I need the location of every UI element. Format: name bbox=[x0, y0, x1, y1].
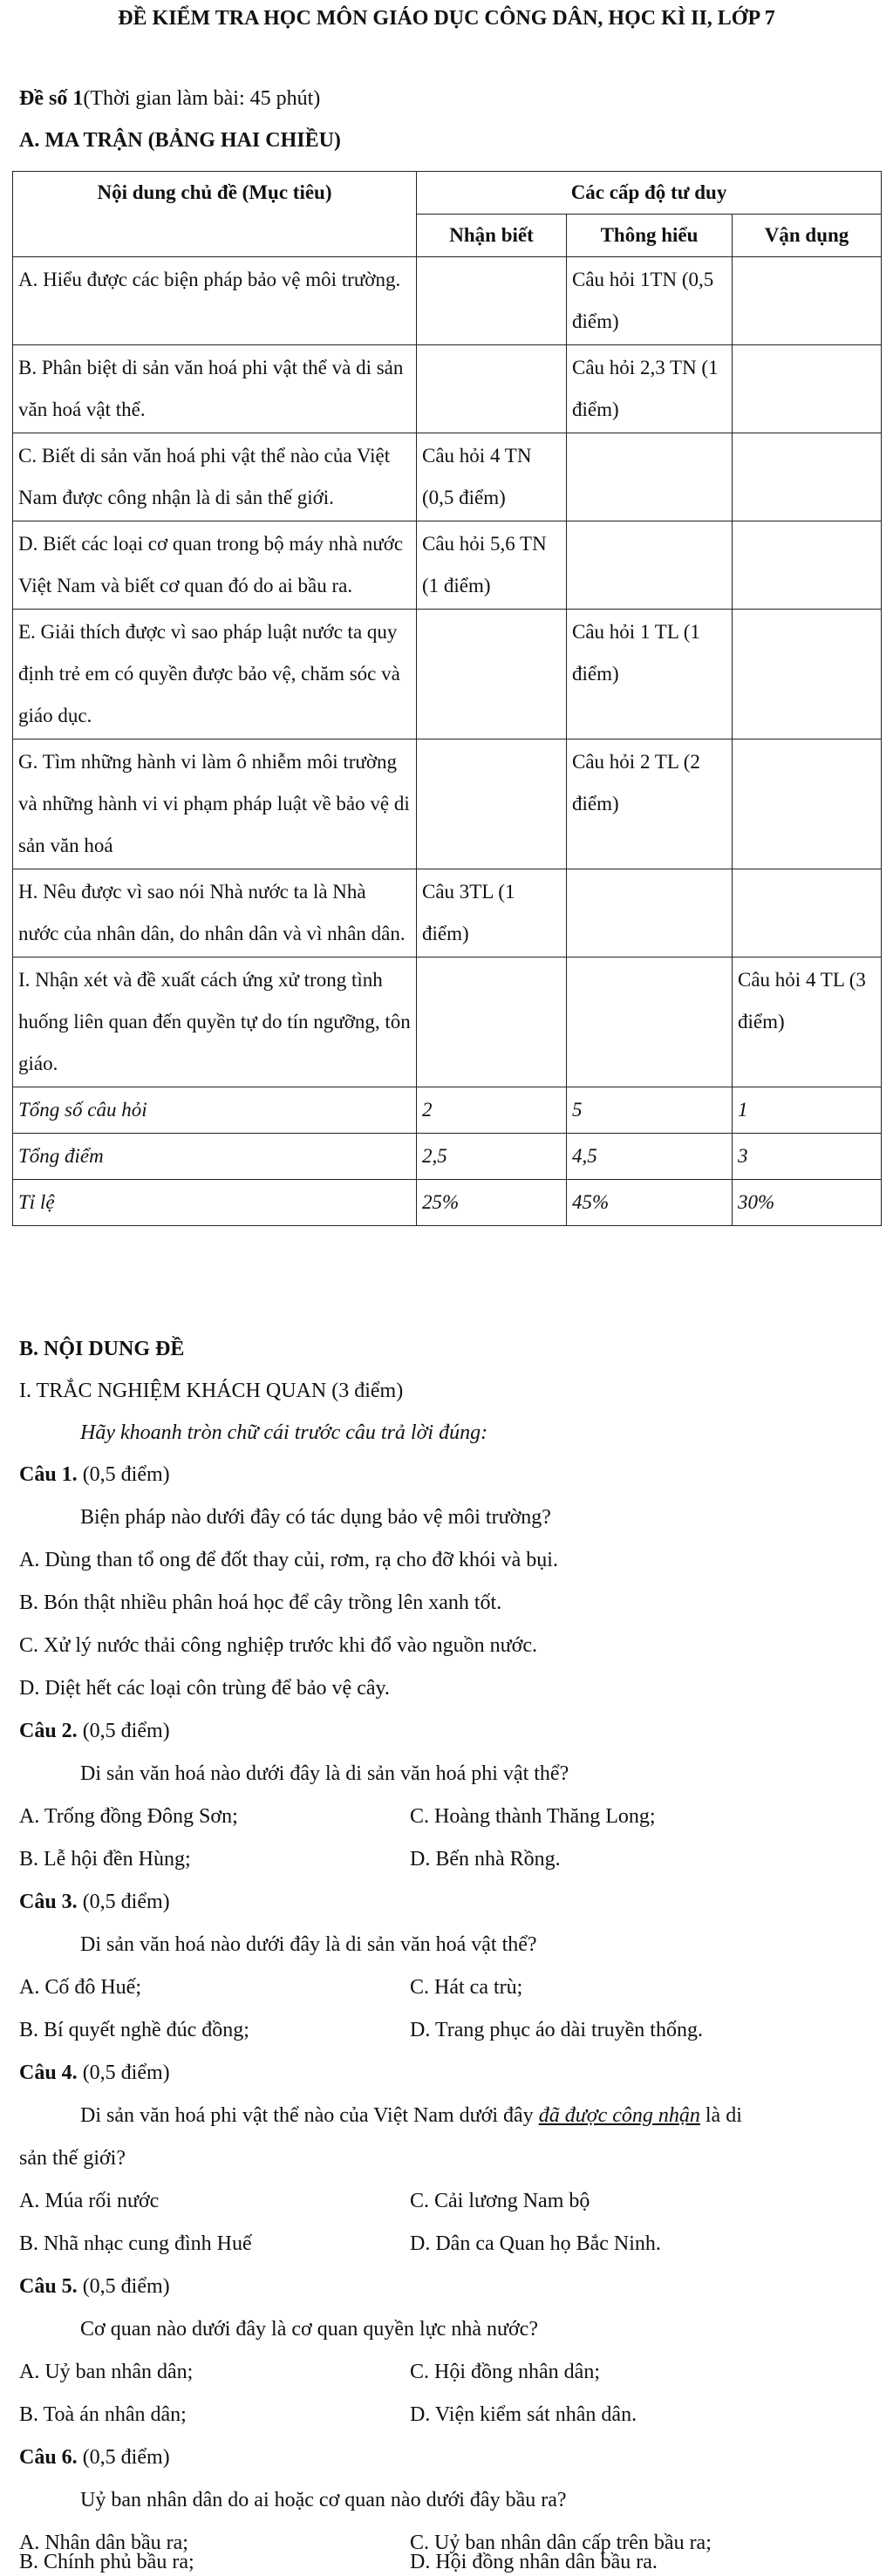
header-levels: Các cấp độ tư duy bbox=[417, 172, 882, 215]
cell-van-dung bbox=[733, 345, 882, 433]
cell-van-dung bbox=[733, 257, 882, 345]
question-points: (0,5 điểm) bbox=[77, 1463, 170, 1486]
question-text-emphasis: đã được công nhận bbox=[538, 2104, 700, 2127]
table-row bbox=[13, 521, 882, 610]
cell-van-dung bbox=[733, 869, 882, 957]
answer-option[interactable]: C. Hoàng thành Thăng Long; bbox=[410, 1805, 656, 1828]
question-5-heading bbox=[19, 2275, 170, 2299]
section-b-heading: B. NỘI DUNG ĐỀ bbox=[19, 1338, 185, 1360]
question-2-text: Di sản văn hoá nào dưới đây là di sản văn hoá phi vật thể? bbox=[80, 1762, 569, 1785]
answer-option[interactable]: B. Lễ hội đền Hùng; bbox=[19, 1848, 191, 1871]
table-sum-row bbox=[13, 1087, 882, 1134]
question-points: (0,5 điểm) bbox=[77, 1891, 170, 1913]
header-thong-hieu: Thông hiểu bbox=[567, 215, 733, 257]
question-1-heading bbox=[19, 1463, 170, 1487]
question-3-text: Di sản văn hoá nào dưới đây là di sản văn hoá vật thể? bbox=[80, 1933, 537, 1956]
exam-label-time: (Thời gian làm bài: 45 phút) bbox=[83, 87, 321, 110]
table-row bbox=[13, 345, 882, 433]
part-1-heading: I. TRẮC NGHIỆM KHÁCH QUAN (3 điểm) bbox=[19, 1380, 404, 1402]
answer-option[interactable]: B. Nhã nhạc cung đình Huế bbox=[19, 2232, 252, 2255]
cell-content: D. Biết các loại cơ quan trong bộ máy nhà nước Việt Nam và biết cơ quan đó do ai bầu ra. bbox=[13, 521, 417, 610]
question-6-heading bbox=[19, 2446, 170, 2470]
instruction: Hãy khoanh tròn chữ cái trước câu trả lời đúng: bbox=[80, 1421, 488, 1444]
cell-nhan-biet: Câu hỏi 5,6 TN (1 điểm) bbox=[417, 521, 567, 610]
question-label: Câu 2. bbox=[19, 1720, 78, 1742]
question-text-post: là di bbox=[699, 2104, 742, 2127]
cell-van-dung bbox=[733, 739, 882, 869]
matrix-table bbox=[12, 171, 882, 1226]
answer-option[interactable]: C. Uỷ ban nhân dân cấp trên bầu ra; bbox=[410, 2532, 712, 2554]
page-title: ĐỀ KIỂM TRA HỌC MÔN GIÁO DỤC CÔNG DÂN, HỌC KÌ II, LỚP 7 bbox=[118, 7, 775, 30]
answer-option[interactable]: A. Trống đồng Đông Sơn; bbox=[19, 1805, 238, 1828]
answer-option[interactable]: D. Hội đồng nhân dân bầu ra. bbox=[410, 2551, 658, 2573]
cell-nhan-biet bbox=[417, 257, 567, 345]
cell-van-dung bbox=[733, 433, 882, 521]
cell-content: H. Nêu được vì sao nói Nhà nước ta là Nhà nước của nhân dân, do nhân dân và vì nhân dân. bbox=[13, 869, 417, 957]
question-4-text-line2: sản thế giới? bbox=[19, 2147, 126, 2170]
answer-option[interactable]: D. Dân ca Quan họ Bắc Ninh. bbox=[410, 2232, 661, 2255]
cell-thong-hieu bbox=[567, 521, 733, 610]
sum-label: Tỉ lệ bbox=[13, 1180, 417, 1226]
sum-label: Tổng số câu hỏi bbox=[13, 1087, 417, 1134]
table-row bbox=[13, 433, 882, 521]
table-row bbox=[13, 869, 882, 957]
question-6-text: Uỷ ban nhân dân do ai hoặc cơ quan nào dưới đây bầu ra? bbox=[80, 2489, 567, 2511]
cell-nhan-biet: Câu hỏi 4 TN (0,5 điểm) bbox=[417, 433, 567, 521]
header-nhan-biet: Nhận biết bbox=[417, 215, 567, 257]
cell-van-dung bbox=[733, 521, 882, 610]
question-points: (0,5 điểm) bbox=[77, 1720, 170, 1742]
answer-option[interactable]: C. Hội đồng nhân dân; bbox=[410, 2361, 600, 2383]
sum-nhan-biet: 2,5 bbox=[417, 1134, 567, 1180]
cell-content: C. Biết di sản văn hoá phi vật thể nào của Việt Nam được công nhận là di sản thế giới. bbox=[13, 433, 417, 521]
cell-thong-hieu: Câu hỏi 1TN (0,5 điểm) bbox=[567, 257, 733, 345]
question-5-text: Cơ quan nào dưới đây là cơ quan quyền lực nhà nước? bbox=[80, 2318, 538, 2341]
cell-thong-hieu bbox=[567, 433, 733, 521]
question-points: (0,5 điểm) bbox=[77, 2446, 170, 2469]
sum-van-dung: 1 bbox=[733, 1087, 882, 1134]
exam-label bbox=[19, 87, 320, 111]
cell-thong-hieu bbox=[567, 869, 733, 957]
answer-option[interactable]: D. Trang phục áo dài truyền thống. bbox=[410, 2019, 703, 2041]
sum-thong-hieu: 4,5 bbox=[567, 1134, 733, 1180]
table-row bbox=[13, 257, 882, 345]
cell-nhan-biet bbox=[417, 345, 567, 433]
answer-option[interactable]: A. Dùng than tổ ong để đốt thay củi, rơm, rạ cho đỡ khói và bụi. bbox=[19, 1549, 558, 1571]
question-label: Câu 1. bbox=[19, 1463, 78, 1486]
cell-content: A. Hiểu được các biện pháp bảo vệ môi trường. bbox=[13, 257, 417, 345]
answer-option[interactable]: A. Nhân dân bầu ra; bbox=[19, 2532, 188, 2554]
cell-thong-hieu bbox=[567, 957, 733, 1087]
cell-nhan-biet bbox=[417, 739, 567, 869]
table-row bbox=[13, 739, 882, 869]
answer-option[interactable]: B. Chính phủ bầu ra; bbox=[19, 2551, 194, 2573]
cell-van-dung bbox=[733, 610, 882, 739]
answer-option[interactable]: D. Bến nhà Rồng. bbox=[410, 1848, 561, 1871]
table-sum-row bbox=[13, 1134, 882, 1180]
cell-content: I. Nhận xét và đề xuất cách ứng xử trong tình huống liên quan đến quyền tự do tín ngưỡng, tôn giáo. bbox=[13, 957, 417, 1087]
cell-content: B. Phân biệt di sản văn hoá phi vật thể và di sản văn hoá vật thể. bbox=[13, 345, 417, 433]
answer-option[interactable]: C. Cải lương Nam bộ bbox=[410, 2190, 590, 2212]
header-content: Nội dung chủ đề (Mục tiêu) bbox=[13, 172, 417, 257]
cell-content: E. Giải thích được vì sao pháp luật nước ta quy định trẻ em có quyền được bảo vệ, chăm sóc và giáo dục. bbox=[13, 610, 417, 739]
question-label: Câu 6. bbox=[19, 2446, 78, 2469]
question-4-heading bbox=[19, 2061, 170, 2085]
answer-option[interactable]: B. Bí quyết nghề đúc đồng; bbox=[19, 2019, 249, 2041]
sum-nhan-biet: 2 bbox=[417, 1087, 567, 1134]
question-points: (0,5 điểm) bbox=[77, 2275, 170, 2298]
section-a-heading: A. MA TRẬN (BẢNG HAI CHIỀU) bbox=[19, 129, 341, 152]
sum-van-dung: 3 bbox=[733, 1134, 882, 1180]
question-3-heading bbox=[19, 1891, 170, 1914]
answer-option[interactable]: C. Xử lý nước thải công nghiệp trước khi đổ vào nguồn nước. bbox=[19, 1634, 538, 1657]
question-label: Câu 4. bbox=[19, 2061, 78, 2084]
sum-label: Tổng điểm bbox=[13, 1134, 417, 1180]
question-points: (0,5 điểm) bbox=[77, 2061, 170, 2084]
table-row bbox=[13, 957, 882, 1087]
question-label: Câu 3. bbox=[19, 1891, 78, 1913]
cell-content: G. Tìm những hành vi làm ô nhiễm môi trường và những hành vi vi phạm pháp luật về bảo vệ di sản văn hoá bbox=[13, 739, 417, 869]
question-2-heading bbox=[19, 1720, 170, 1743]
answer-option[interactable]: B. Bón thật nhiều phân hoá học để cây trồng lên xanh tốt. bbox=[19, 1591, 502, 1614]
question-4-text bbox=[80, 2104, 742, 2128]
sum-van-dung: 30% bbox=[733, 1180, 882, 1226]
answer-option[interactable]: A. Uỷ ban nhân dân; bbox=[19, 2361, 194, 2383]
question-label: Câu 5. bbox=[19, 2275, 78, 2298]
answer-option[interactable]: A. Múa rối nước bbox=[19, 2190, 160, 2212]
answer-option[interactable]: D. Viện kiểm sát nhân dân. bbox=[410, 2403, 637, 2426]
cell-nhan-biet bbox=[417, 957, 567, 1087]
header-van-dung: Vận dụng bbox=[733, 215, 882, 257]
cell-nhan-biet: Câu 3TL (1 điểm) bbox=[417, 869, 567, 957]
answer-option[interactable]: B. Toà án nhân dân; bbox=[19, 2403, 187, 2426]
table-header-row bbox=[13, 172, 882, 215]
question-1-text: Biện pháp nào dưới đây có tác dụng bảo vệ môi trường? bbox=[80, 1506, 551, 1529]
exam-label-number: Đề số 1 bbox=[19, 87, 84, 110]
answer-option[interactable]: A. Cố đô Huế; bbox=[19, 1976, 141, 1999]
sum-thong-hieu: 5 bbox=[567, 1087, 733, 1134]
table-sum-row bbox=[13, 1180, 882, 1226]
sum-thong-hieu: 45% bbox=[567, 1180, 733, 1226]
answer-option[interactable]: D. Diệt hết các loại côn trùng để bảo vệ cây. bbox=[19, 1677, 390, 1700]
cell-thong-hieu: Câu hỏi 2 TL (2 điểm) bbox=[567, 739, 733, 869]
sum-nhan-biet: 25% bbox=[417, 1180, 567, 1226]
cell-nhan-biet bbox=[417, 610, 567, 739]
cell-van-dung: Câu hỏi 4 TL (3 điểm) bbox=[733, 957, 882, 1087]
question-text-pre: Di sản văn hoá phi vật thể nào của Việt Nam dưới đây bbox=[80, 2104, 539, 2127]
cell-thong-hieu: Câu hỏi 2,3 TN (1 điểm) bbox=[567, 345, 733, 433]
answer-option[interactable]: C. Hát ca trù; bbox=[410, 1976, 523, 1999]
table-row bbox=[13, 610, 882, 739]
cell-thong-hieu: Câu hỏi 1 TL (1 điểm) bbox=[567, 610, 733, 739]
